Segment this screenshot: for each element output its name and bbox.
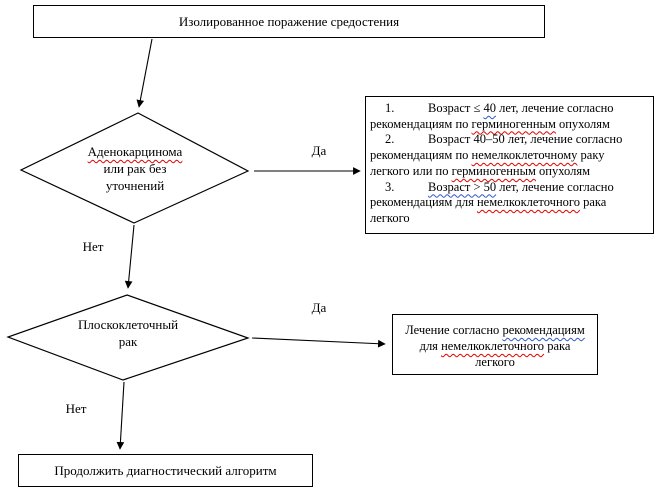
arrow-top-to-decision1	[139, 39, 152, 107]
title-box	[33, 5, 545, 38]
reco-line-5: легкого или по герминогенным опухолям	[370, 163, 590, 178]
arrow-decision1-no	[128, 225, 134, 288]
treatment-line-2: для немелкоклеточного рака	[419, 339, 571, 353]
continue-algorithm-box	[18, 454, 313, 487]
edge-label-no-1: Нет	[82, 239, 104, 254]
decision-1-line1: Аденокарцинома	[87, 144, 183, 159]
continue-algorithm-label: Продолжить диагностический алгоритм	[54, 462, 277, 478]
edge-label-yes-1: Да	[311, 143, 327, 158]
decision-2-line2: рак	[118, 334, 138, 349]
list-number-2: 2.	[385, 132, 395, 147]
reco-line-6: 3. Возраст > 50 лет, лечение согласно	[370, 180, 649, 196]
decision-2-line1: Плоскоклеточный	[77, 317, 179, 332]
arrow-decision2-no	[120, 382, 124, 449]
edge-label-yes-2: Да	[311, 300, 327, 315]
recommendations-box	[365, 96, 654, 234]
treatment-line-1: Лечение согласно рекомендациям	[405, 323, 585, 337]
reco-line-4: рекомендациям по немелкоклеточному раку	[370, 148, 605, 163]
list-number-3: 3.	[385, 179, 395, 194]
reco-line-2: рекомендациям по герминогенным опухолям	[370, 116, 610, 131]
arrow-decision2-yes	[252, 338, 385, 344]
treatment-box	[392, 314, 598, 375]
decision-1-label	[55, 143, 215, 194]
reco-line-7: рекомендациям для немелкоклеточного рака	[370, 195, 607, 210]
list-number-1: 1.	[385, 101, 395, 115]
decision-1-line3: уточнений	[105, 178, 165, 193]
reco-line-1: 1. Возраст ≤ 40 лет, лечение согласно	[370, 101, 649, 117]
edge-label-no-2: Нет	[65, 401, 87, 416]
reco-line-3: 2. Возраст 40–50 лет, лечение согласно	[370, 132, 649, 148]
decision-2-label	[48, 316, 208, 350]
decision-1-line2: или рак без	[103, 161, 167, 176]
treatment-line-3: легкого	[475, 355, 515, 369]
reco-line-8: легкого	[370, 210, 410, 225]
title-box-label: Изолированное поражение средостения	[178, 13, 400, 29]
